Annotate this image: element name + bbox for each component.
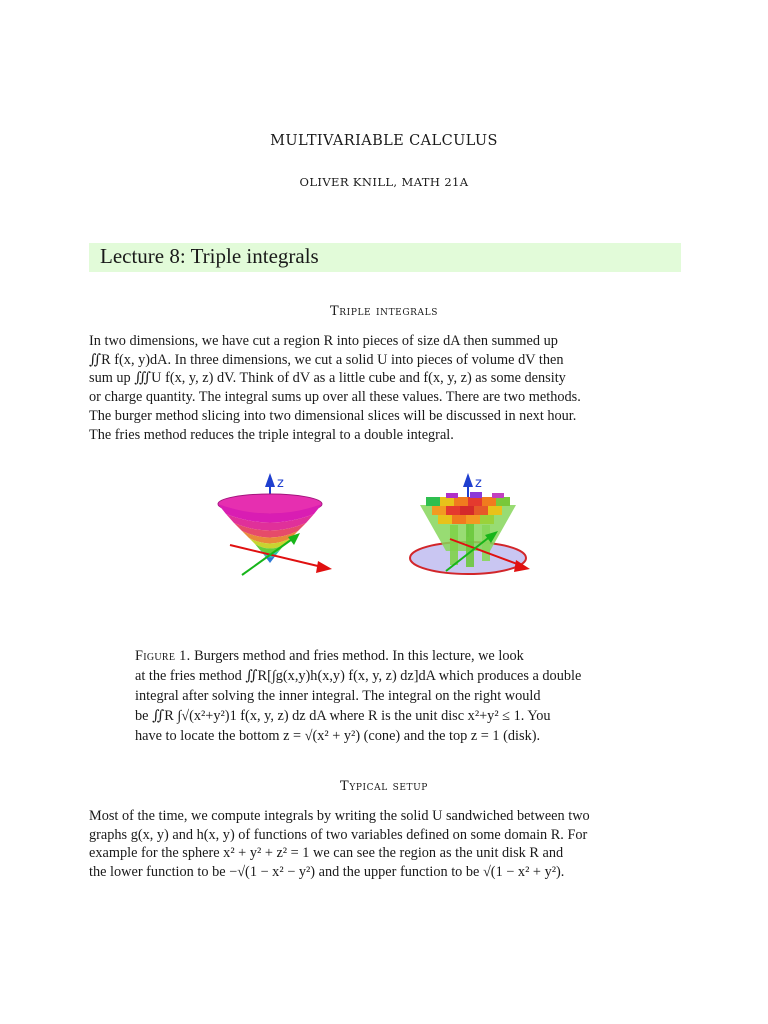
caption-line: integral after solving the inner integral. The integral on the right would — [135, 688, 541, 704]
section-heading-triple-integrals: Triple integrals — [330, 304, 438, 319]
left-x-arrowhead — [316, 561, 332, 573]
setup-paragraph — [89, 807, 642, 882]
paragraph-line: In two dimensions, we have cut a region R into pieces of size dA then summed up — [89, 333, 558, 349]
paragraph-line: The fries method reduces the triple integral to a double integral. — [89, 426, 454, 443]
right-z-arrowhead — [463, 473, 473, 487]
section-heading-typical-setup: Typical setup — [340, 779, 428, 794]
paragraph-line: graphs g(x, y) and h(x, y) of functions of two variables defined on some domain R. For — [89, 826, 588, 843]
fries-columns-illustration — [410, 473, 530, 574]
right-z-label: z — [475, 476, 482, 491]
course-title: MULTIVARIABLE CALCULUS — [270, 133, 498, 149]
paragraph-line: ∬R f(x, y)dA. In three dimensions, we cut a solid U into pieces of volume dV then — [89, 351, 564, 368]
figure-burger-and-fries — [200, 465, 570, 595]
caption-line: be ∬R ∫√(x²+y²)1 f(x, y, z) dz dA where R is the unit disc x²+y² ≤ 1. You — [135, 708, 551, 724]
left-z-arrowhead — [265, 473, 275, 487]
paragraph-line: Most of the time, we compute integrals by writing the solid U sandwiched between two — [89, 808, 590, 824]
paragraph-line: or charge quantity. The integral sums up over all these values. There are two methods. — [89, 389, 581, 406]
caption-line: at the fries method ∬R[∫g(x,y)h(x,y) f(x, y, z) dz]dA which produces a double — [135, 668, 582, 684]
lecture-title: Lecture 8: Triple integrals — [100, 244, 319, 268]
lecture-heading-bar — [89, 243, 681, 272]
paragraph-line: the lower function to be −√(1 − x² − y²) and the upper function to be √(1 − x² + y²). — [89, 864, 565, 881]
author-line: OLIVER KNILL, MATH 21A — [299, 175, 469, 189]
paragraph-line: The burger method slicing into two dimensional slices will be discussed in next hour. — [89, 407, 577, 424]
paragraph-line: example for the sphere x² + y² + z² = 1 we can see the region as the unit disk R and — [89, 845, 564, 862]
figure-label: Figure 1. — [135, 648, 191, 664]
caption-line: have to locate the bottom z = √(x² + y²) (cone) and the top z = 1 (disk). — [135, 728, 541, 744]
fry-column — [450, 525, 458, 565]
paragraph-line: sum up ∭U f(x, y, z) dV. Think of dV as a little cube and f(x, y, z) as some density — [89, 370, 566, 387]
intro-paragraph — [89, 332, 642, 444]
caption-line: Burgers method and fries method. In this lecture, we look — [194, 648, 524, 664]
burger-cone-illustration — [218, 473, 332, 575]
left-z-label: z — [277, 476, 284, 491]
figure-caption — [135, 646, 598, 746]
